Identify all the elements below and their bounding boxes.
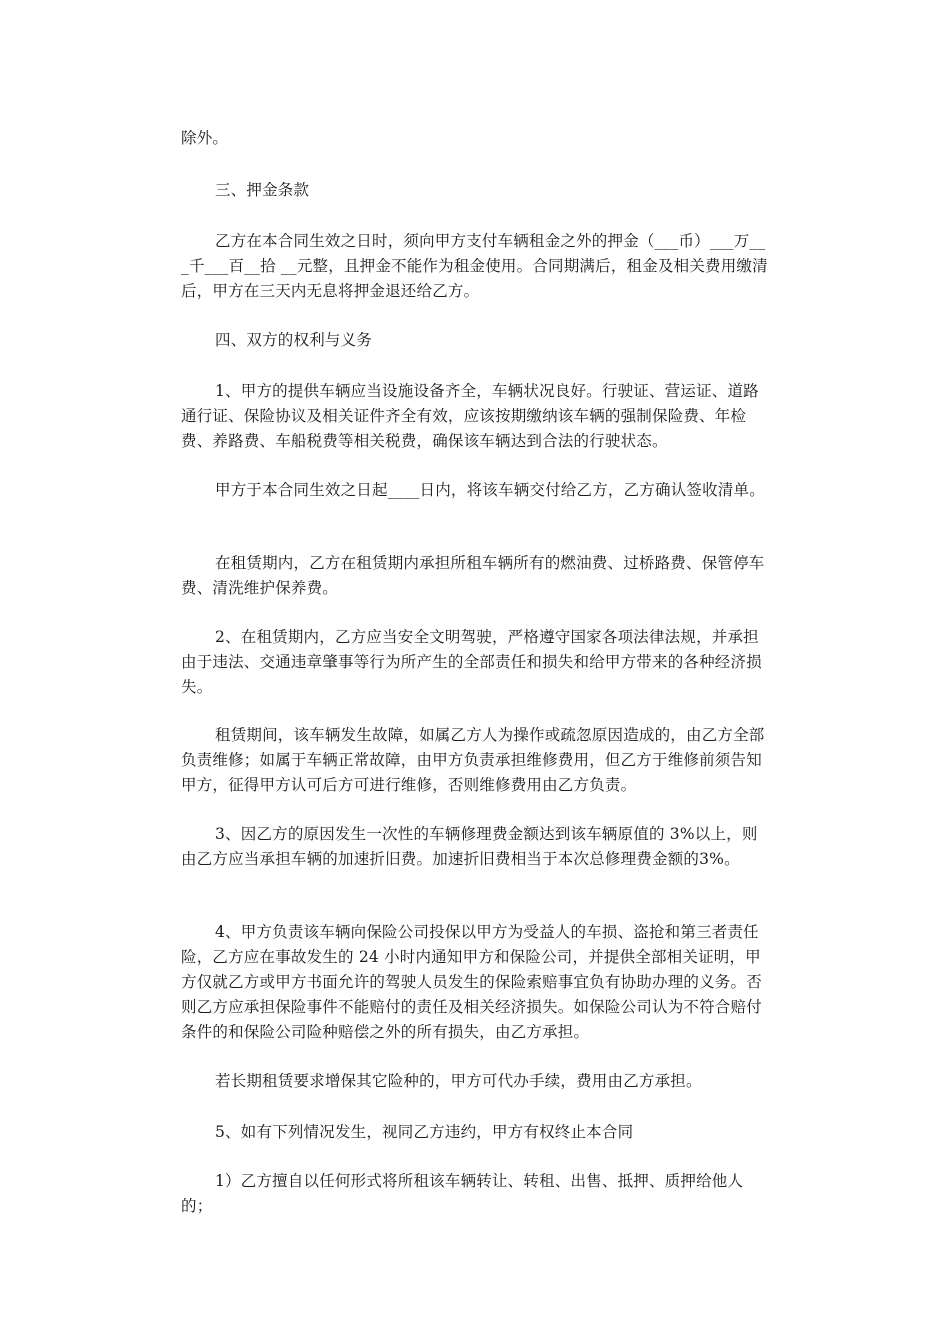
section-heading-rights-obligations: 四、双方的权利与义务 [215,331,373,349]
paragraph-extra-insurance: 若长期租赁要求增保其它险种的，甲方可代办手续，费用由乙方承担。 [215,1072,702,1090]
paragraph-continuation: 除外。 [181,129,229,147]
paragraph-clause-1: 1、甲方的提供车辆应当设施设备齐全，车辆状况良好。行驶证、营运证、道路通行证、保险协议及相关证件齐全有效，应该按期缴纳该车辆的强制保险费、年检费、养路费、车船税费等相关税费，确保该车辆达到合法的行驶状态。 [181,382,759,450]
paragraph-deposit: 乙方在本合同生效之日时，须向甲方支付车辆租金之外的押金（___币）___万___千___百__拾 __元整，且押金不能作为租金使用。合同期满后，租金及相关费用缴清后，甲方在三天内无息将押金退还给乙方。 [181,232,768,300]
paragraph-clause-2: 2、在租赁期内，乙方应当安全文明驾驶，严格遵守国家各项法律法规，并承担由于违法、交通违章肇事等行为所产生的全部责任和损失和给甲方带来的各种经济损失。 [181,628,762,696]
paragraph-clause-5: 5、如有下列情况发生，视同乙方违约，甲方有权终止本合同 [215,1123,634,1141]
paragraph-fees: 在租赁期内，乙方在租赁期内承担所租车辆所有的燃油费、过桥路费、保管停车费、清洗维护保养费。 [181,554,765,597]
paragraph-breakdown: 租赁期间，该车辆发生故障，如属乙方人为操作或疏忽原因造成的，由乙方全部负责维修；如属于车辆正常故障，由甲方负责承担维修费用，但乙方于维修前须告知甲方，征得甲方认可后方可进行维修，否则维修费用由乙方负责。 [181,726,765,794]
paragraph-clause-4: 4、甲方负责该车辆向保险公司投保以甲方为受益人的车损、盗抢和第三者责任险，乙方应在事故发生的 24 小时内通知甲方和保险公司，并提供全部相关证明，甲方仅就乙方或甲方书面允许的驾驶人员发生的保险索赔事宜负有协助办理的义务。否则乙方应承担保险事件不能赔付的责任及相关经济损失。如保险公司认为不符合赔付条件的和保险公司险种赔偿之外的所有损失，由乙方承担。 [181,923,762,1041]
paragraph-delivery: 甲方于本合同生效之日起____日内，将该车辆交付给乙方，乙方确认签收清单。 [215,481,765,499]
section-heading-deposit: 三、押金条款 [215,181,310,199]
paragraph-clause-3: 3、因乙方的原因发生一次性的车辆修理费金额达到该车辆原值的 3%以上，则由乙方应当承担车辆的加速折旧费。加速折旧费相当于本次总修理费金额的3%。 [181,825,758,868]
paragraph-item-1: 1）乙方擅自以任何形式将所租该车辆转让、转租、出售、抵押、质押给他人的； [181,1172,744,1215]
